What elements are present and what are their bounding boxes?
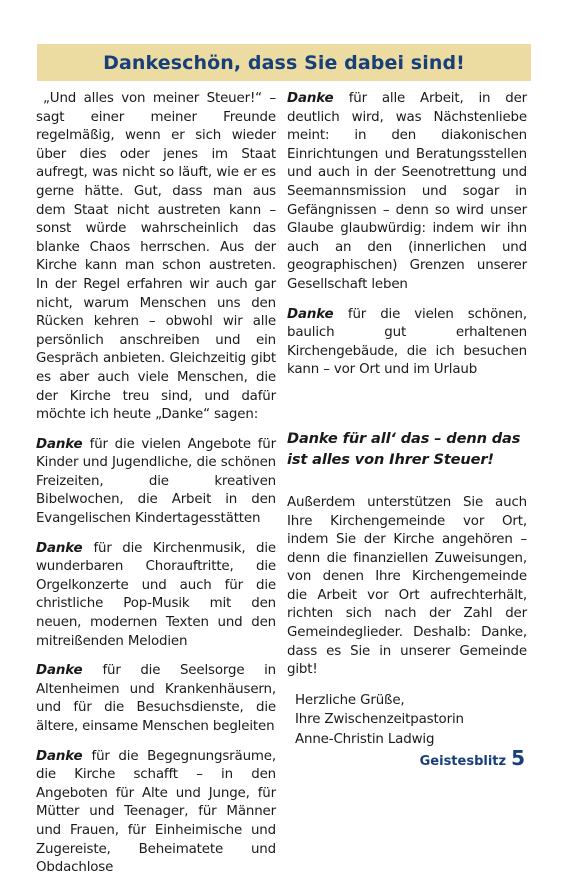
- thanks-text: für alle Arbeit, in der deutlich wird, was Nächstenliebe meint: in den diakonischen Einrichtungen und Beratungsstellen und auch in der Seenotrettung und Seemannsmission und sogar in Gefängnissen – denn so wird unser Glaube glaubwürdig: indem wir ihn auch an den (innerlichen und geographischen) Grenzen unserer Gesellschaft leben: [287, 91, 528, 292]
- danke-label: Danke: [287, 306, 334, 322]
- thanks-text: für die vielen schönen, baulich gut erhaltenen Kirchengebäude, die ich besuchen kann – vor Ort und im Urlaub: [287, 306, 527, 378]
- page-title: Dankeschön, dass Sie dabei sind!: [103, 51, 465, 74]
- closing-paragraph: Außerdem unterstützen Sie auch Ihre Kirchengemeinde vor Ort, indem Sie der Kirche angehören – denn die finanziellen Zuweisungen, von denen Ihre Kirchengemeinde die Arbeit vor Ort aufrechterhält, richten sich nach der Zahl der Gemeindeglieder. Deshalb: Danke, dass es Sie in unserer Gemeinde gibt!: [287, 494, 527, 678]
- thanks-paragraph-pastoral-care: [36, 662, 276, 736]
- thanks-text: für die Begegnungsräume, die Kirche schafft – in den Angeboten für Alte und Junge, für Mütter und Teenager, für Männer und Frauen, für Einheimische und Zugereiste, Beheimatete und Obdachlose: [36, 748, 277, 876]
- thanks-paragraph-meeting-spaces: [36, 748, 276, 878]
- signature-block: [287, 691, 527, 750]
- danke-label: Danke: [36, 436, 83, 452]
- thanks-paragraph-music: [36, 540, 276, 652]
- thanks-text: für die vielen Angebote für Kinder und Jugendliche, die schönen Freizeiten, die kreativen Bibelwochen, die Arbeit in den Evangelischen Kindertagesstätten: [36, 436, 276, 527]
- thanks-text: für die Kirchenmusik, die wunderbaren Chorauftritte, die Orgelkonzerte und auch für die christliche Pop-Musik mit den neuen, modernen Texten und den mitreißenden Melodien: [36, 540, 277, 649]
- thanks-text: für die Seelsorge in Altenheimen und Krankenhäusern, und für die Besuchsdienste, die ältere, einsame Menschen begleiten: [36, 663, 276, 734]
- intro-paragraph: „Und alles von meiner Steuer!“ – sagt einer meiner Freunde regelmäßig, wenn er sich wieder über dies oder jenes im Staat aufregt, was nicht so läuft, wie er es gerne hätte. Gut, dass man aus dem Staat nicht austreten kann – sonst würde wahrscheinlich das blanke Chaos herrschen. Aus der Kirche kann man schon austreten. In der Regel erfahren wir auch gar nicht, warum Menschen uns den Rücken kehren – obwohl wir alle persönlich anschreiben und ein Gespräch anbieten. Gleichzeitig gibt es aber auch viele Menschen, die der Kirche treu sind, und dafür möchte ich heute „Danke“ sagen:: [36, 91, 276, 423]
- title-banner: [37, 44, 531, 81]
- right-column: [287, 90, 527, 750]
- page-number: 5: [511, 746, 525, 770]
- left-column: [36, 90, 276, 889]
- publication-name: Geistesblitz: [419, 754, 507, 769]
- danke-label: Danke: [36, 663, 83, 679]
- signature-name: Anne-Christin Ladwig: [295, 732, 435, 748]
- closing-heading: Danke für all‘ das – denn das ist alles von Ihrer Steuer!: [287, 429, 521, 468]
- danke-label: Danke: [287, 91, 334, 106]
- thanks-paragraph-diaconia: [287, 90, 527, 295]
- danke-label: Danke: [36, 540, 83, 556]
- signature-greeting: Herzliche Grüße,: [295, 692, 405, 708]
- thanks-paragraph-youth: [36, 436, 276, 529]
- page-footer: [420, 746, 525, 770]
- signature-role: Ihre Zwischenzeitpastorin: [295, 712, 464, 728]
- danke-label: Danke: [36, 748, 83, 764]
- thanks-paragraph-churches: [287, 306, 527, 380]
